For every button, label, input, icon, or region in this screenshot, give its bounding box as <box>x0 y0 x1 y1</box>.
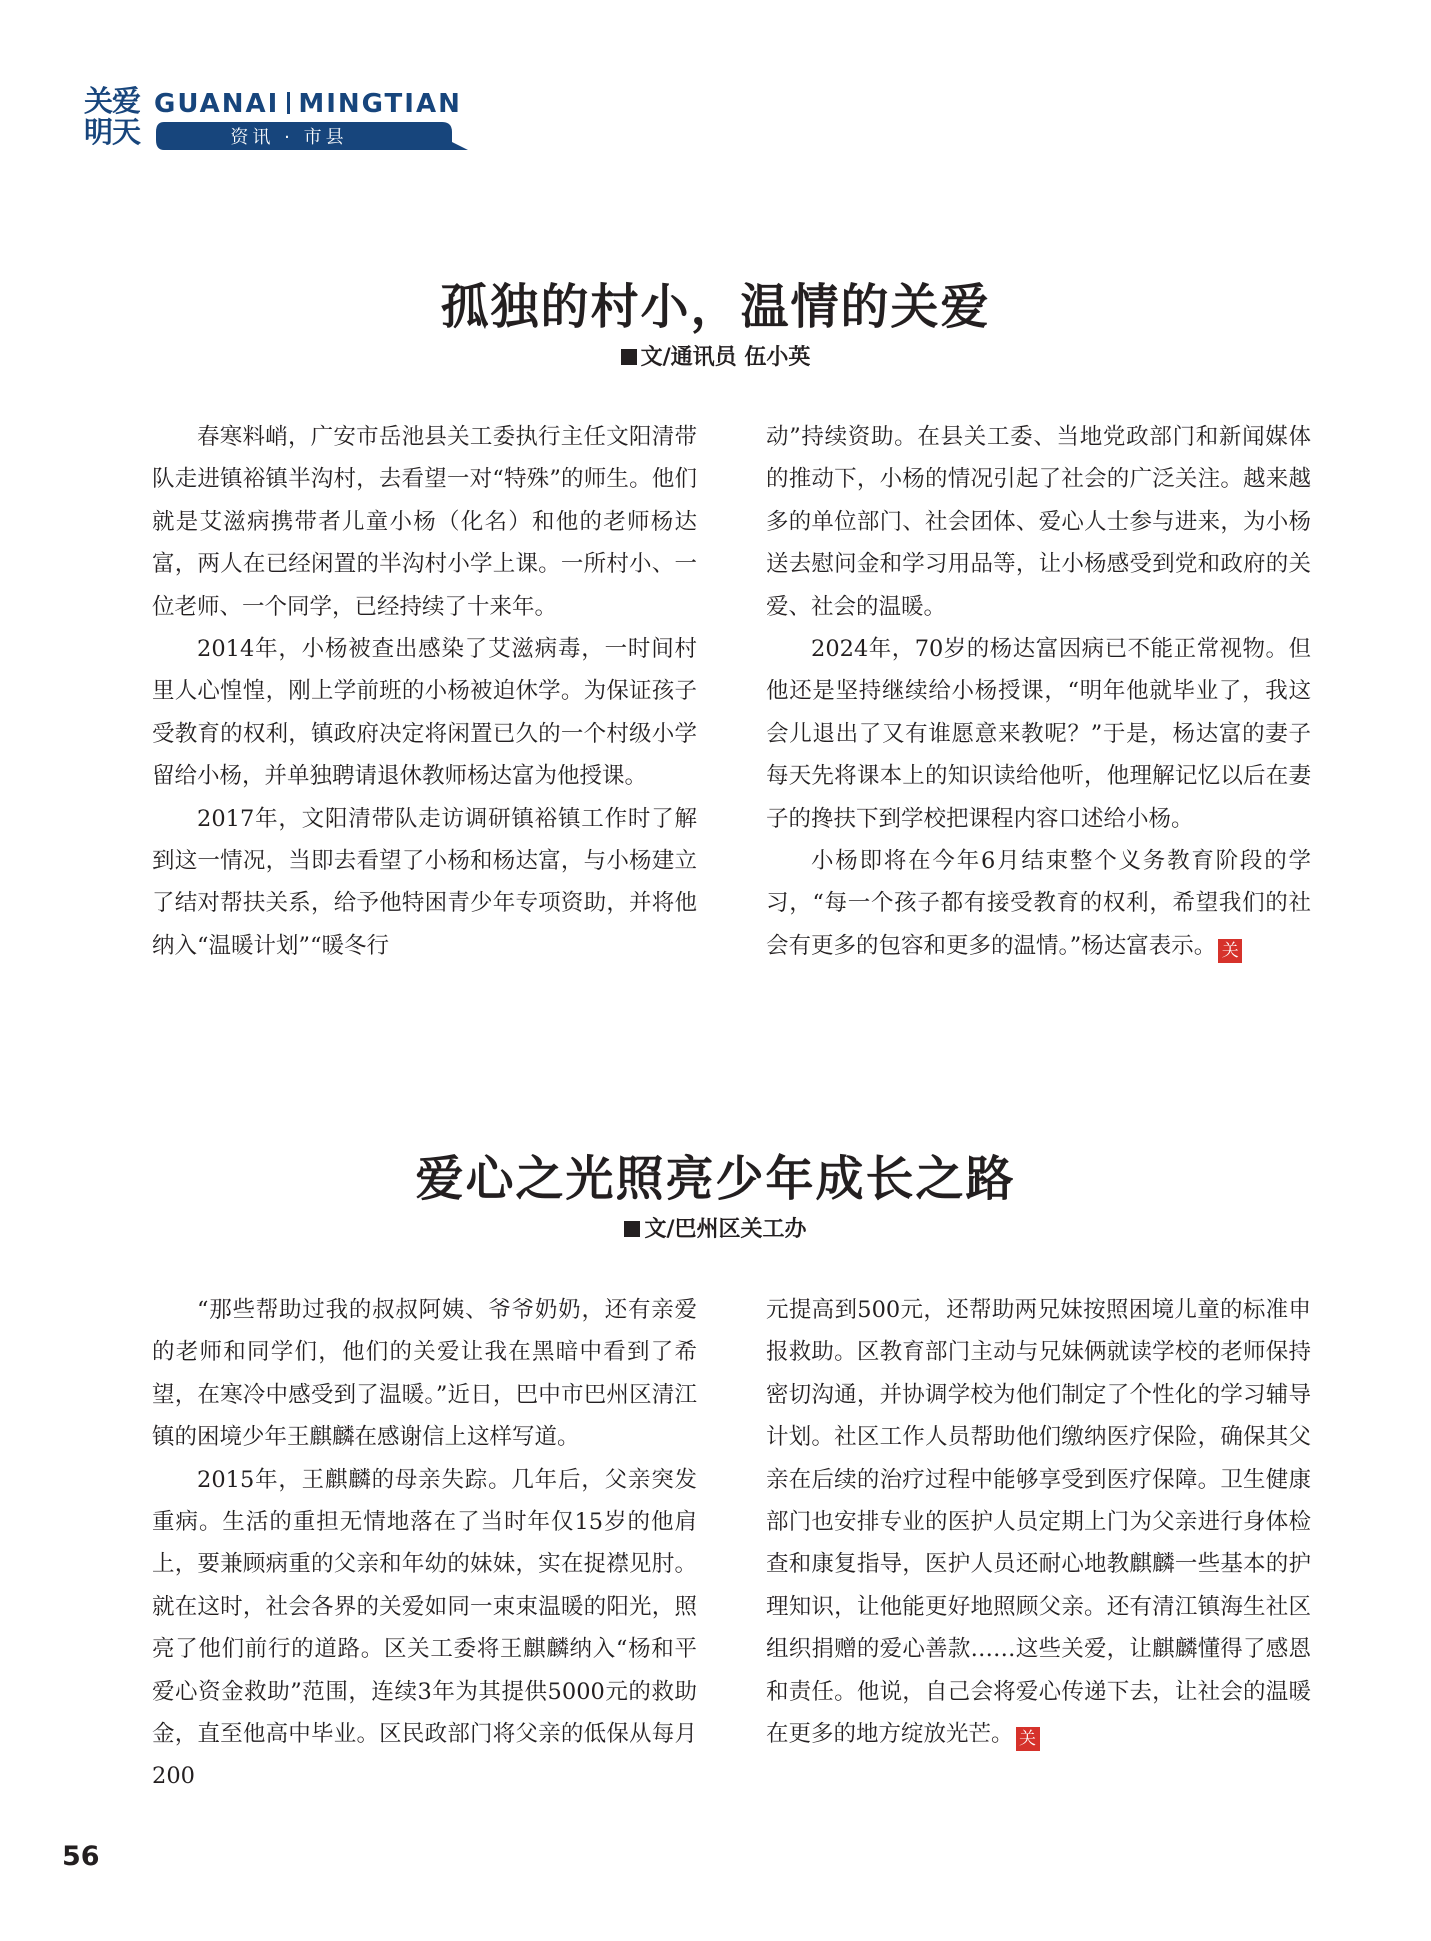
paragraph-text: 元提高到500元，还帮助两兄妹按照困境儿童的标准申报救助。区教育部门主动与兄妹俩就读学校的老师保持密切沟通，并协调学校为他们制定了个性化的学习辅导计划。社区工作人员帮助他们缴纳医疗保险，确保其父亲在后续的治疗过程中能够享受到医疗保障。卫生健康部门也安排专业的医护人员定期上门为父亲进行身体检查和康复指导，医护人员还耐心地教麒麟一些基本的护理知识，让他能更好地照顾父亲。还有清江镇海生社区组织捐赠的爱心善款……这些关爱，让麒麟懂得了感恩和责任。他说，自己会将爱心传递下去，让社会的温暖在更多的地方绽放光芒。 <box>766 1297 1311 1748</box>
article-2-title: 爱心之光照亮少年成长之路 <box>415 1151 1016 1207</box>
page-number: 56 <box>62 1841 100 1872</box>
paragraph: 2017年，文阳清带队走访调研镇裕镇工作时了解到这一情况，当即去看望了小杨和杨达富，与小杨建立了结对帮扶关系，给予他特困青少年专项资助，并将他纳入“温暖计划”“暖冬行 <box>152 805 697 959</box>
paragraph: “那些帮助过我的叔叔阿姨、爷爷奶奶，还有亲爱的老师和同学们，他们的关爱让我在黑暗中看到了希望，在寒冷中感受到了温暖。”近日，巴中市巴州区清江镇的困境少年王麒麟在感谢信上这样写道。 <box>152 1297 697 1451</box>
paragraph <box>766 1289 1311 1755</box>
article-2-byline-text: 文/巴州区关工办 <box>644 1217 807 1242</box>
article-2-byline <box>0 1212 1431 1243</box>
end-mark-icon: 关 <box>1218 939 1242 963</box>
masthead <box>84 86 484 156</box>
article-2-column-right <box>766 1289 1311 1755</box>
article-2-column-left <box>152 1289 697 1798</box>
paragraph <box>766 840 1311 967</box>
paragraph: 春寒料峭，广安市岳池县关工委执行主任文阳清带队走进镇裕镇半沟村，去看望一对“特殊”的师生。他们就是艾滋病携带者儿童小杨（化名）和他的老师杨达富，两人在已经闲置的半沟村小学上课。一所村小、一位老师、一个同学，已经持续了十来年。 <box>152 424 697 620</box>
article-1-column-right <box>766 416 1311 967</box>
article-1-byline-text: 文/通讯员 伍小英 <box>640 345 811 370</box>
paragraph: 2015年，王麒麟的母亲失踪。几年后，父亲突发重病。生活的重担无情地落在了当时年仅15岁的他肩上，要兼顾病重的父亲和年幼的妹妹，实在捉襟见肘。就在这时，社会各界的关爱如同一束束温暖的阳光，照亮了他们前行的道路。区关工委将王麒麟纳入“杨和平爱心资金救助”范围，连续3年为其提供5000元的救助金，直至他高中毕业。区民政部门将父亲的低保从每月200 <box>152 1466 697 1790</box>
logo-line-2: 明天 <box>84 115 141 149</box>
brand-right: MINGTIAN <box>298 89 462 119</box>
logo-line-1: 关爱 <box>84 84 141 118</box>
article-1-byline <box>0 340 1431 371</box>
paragraph: 动”持续资助。在县关工委、当地党政部门和新闻媒体的推动下，小杨的情况引起了社会的广泛关注。越来越多的单位部门、社会团体、爱心人士参与进来，为小杨送去慰问金和学习用品等，让小杨感受到党和政府的关爱、社会的温暖。 <box>766 424 1311 620</box>
section-label: 资讯 · 市县 <box>230 127 348 148</box>
byline-square-icon <box>621 349 637 365</box>
brand-divider <box>287 92 290 114</box>
magazine-logo <box>84 86 144 148</box>
brand-left: GUANAI <box>154 89 280 119</box>
paragraph: 2024年，70岁的杨达富因病已不能正常视物。但他还是坚持继续给小杨授课，“明年他就毕业了，我这会儿退出了又有谁愿意来教呢？”于是，杨达富的妻子每天先将课本上的知识读给他听，他理解记忆以后在妻子的搀扶下到学校把课程内容口述给小杨。 <box>766 636 1311 832</box>
paragraph: 2014年，小杨被查出感染了艾滋病毒，一时间村里人心惶惶，刚上学前班的小杨被迫休学。为保证孩子受教育的权利，镇政府决定将闲置已久的一个村级小学留给小杨，并单独聘请退休教师杨达富为他授课。 <box>152 636 697 790</box>
end-mark-icon: 关 <box>1016 1727 1040 1751</box>
byline-square-icon <box>624 1221 640 1237</box>
paragraph-text: 小杨即将在今年6月结束整个义务教育阶段的学习，“每一个孩子都有接受教育的权利，希望我们的社会有更多的包容和更多的温情。”杨达富表示。 <box>766 848 1311 959</box>
article-1-title: 孤独的村小，温情的关爱 <box>440 279 991 335</box>
section-pill <box>154 120 470 154</box>
brand-name <box>154 89 462 119</box>
article-1-column-left <box>152 416 697 967</box>
